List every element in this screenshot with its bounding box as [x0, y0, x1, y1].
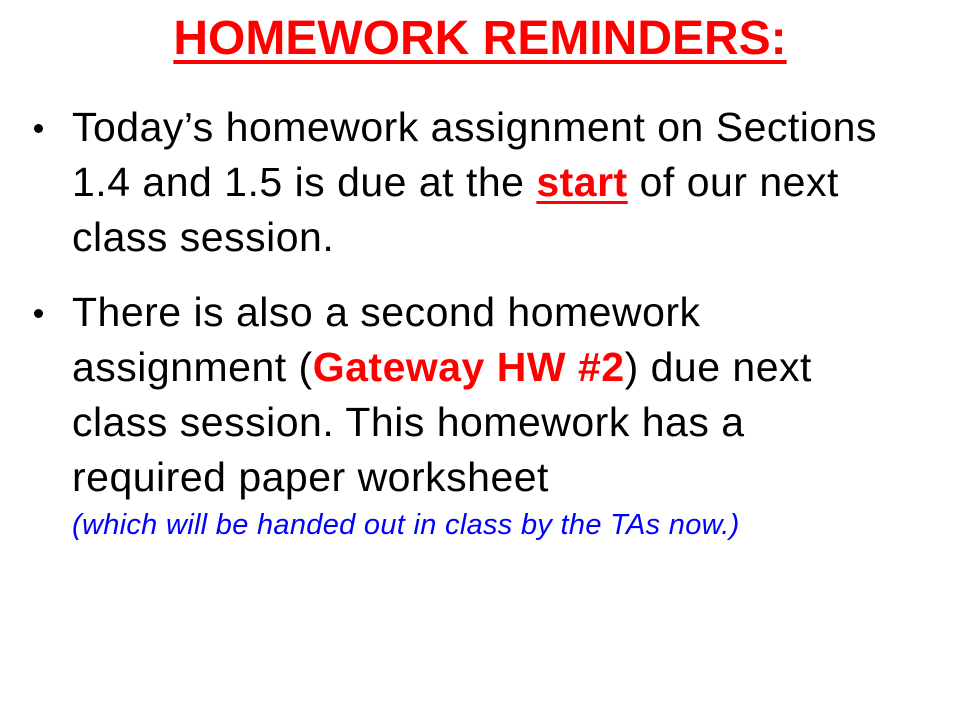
bullet-2-emphasis-gateway: Gateway HW #2	[312, 344, 625, 390]
bullet-dot-icon	[34, 309, 43, 318]
bullet-1-emphasis-start: start	[536, 159, 628, 205]
bullet-2-text-after: ) due next class session. This homework has a required paper worksheet	[72, 344, 812, 500]
bullet-item-second-homework	[0, 285, 892, 545]
bullet-1-text-before: Today’s homework assignment on Sections 1.4 and 1.5 is due at the	[72, 104, 877, 205]
bullet-1-text-after: of our next class session.	[72, 159, 839, 260]
bullet-dot-icon	[34, 124, 43, 133]
bullet-2-note: (which will be handed out in class by the TAs now.)	[72, 509, 740, 541]
slide-title	[0, 4, 960, 74]
bullet-item-todays-homework	[0, 100, 892, 265]
bullet-2-text-before: There is also a second homework assignment (	[72, 289, 701, 390]
bullet-list	[0, 100, 960, 545]
slide-title-text: HOMEWORK REMINDERS:	[173, 12, 787, 65]
